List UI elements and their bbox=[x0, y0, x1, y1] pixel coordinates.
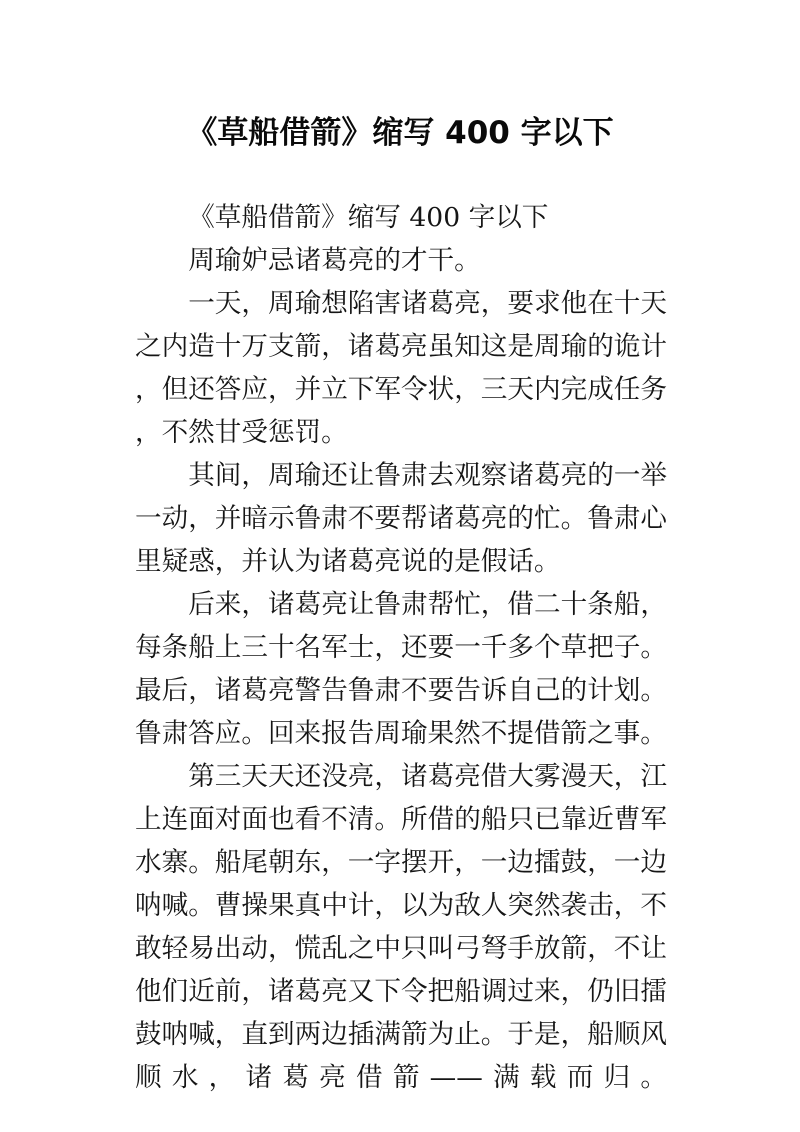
paragraph-intro: 周瑜妒忌诸葛亮的才干。 bbox=[188, 245, 481, 276]
paragraph-borrowing-arrows: 第三天天还没亮，诸葛亮借大雾漫天，江上连面对面也看不清。所借的船只已靠近曹军水寨。船尾朝东，一字摆开，一边擂鼓，一边呐喊。曹操果真中计，以为敌人突然袭击，不敢轻易出动，慌乱之中只叫弓弩手放箭，不让他们近前，诸葛亮又下令把船调过来，仍旧擂鼓呐喊，直到两边插满箭为止。于是，船顺风顺水，诸葛亮借箭——满载而归。 bbox=[135, 761, 667, 1093]
paragraph-subtitle: 《草船借箭》缩写 400 字以下 bbox=[188, 202, 549, 233]
paragraph-task: 一天，周瑜想陷害诸葛亮，要求他在十天之内造十万支箭，诸葛亮虽知这是周瑜的诡计，但还答应，并立下军令状，三天内完成任务，不然甘受惩罚。 bbox=[135, 288, 667, 448]
paragraph-preparation: 后来，诸葛亮让鲁肃帮忙，借二十条船，每条船上三十名军士，还要一千多个草把子。最后，诸葛亮警告鲁肃不要告诉自己的计划。鲁肃答应。回来报告周瑜果然不提借箭之事。 bbox=[135, 589, 667, 749]
page-title: 《草船借箭》缩写 400 字以下 bbox=[186, 114, 614, 151]
document-body bbox=[135, 196, 667, 1099]
paragraph-lusu-observe: 其间，周瑜还让鲁肃去观察诸葛亮的一举一动，并暗示鲁肃不要帮诸葛亮的忙。鲁肃心里疑惑，并认为诸葛亮说的是假话。 bbox=[135, 460, 667, 577]
